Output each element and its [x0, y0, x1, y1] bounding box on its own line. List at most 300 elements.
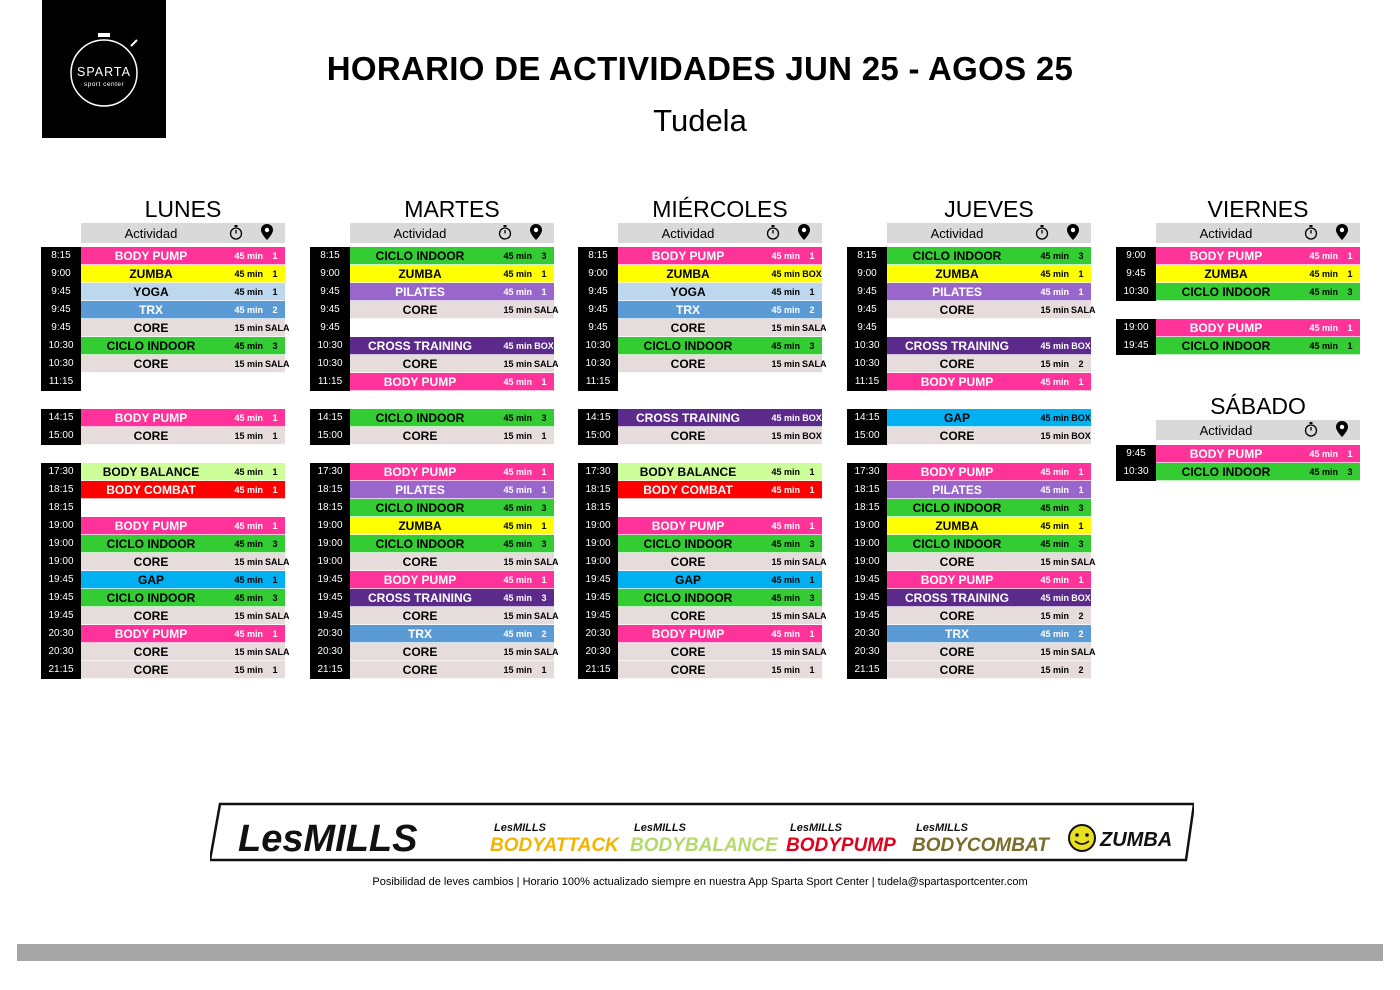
class-time: 18:15	[578, 499, 618, 517]
class-duration: 45 min	[490, 247, 534, 265]
schedule-row	[578, 607, 827, 625]
class-time: 20:30	[41, 643, 81, 661]
class-name: CICLO INDOOR	[350, 247, 490, 265]
class-time: 20:30	[310, 625, 350, 643]
location-pin-icon	[261, 224, 273, 243]
class-name: CICLO INDOOR	[1156, 337, 1296, 355]
class-name: BODY COMBAT	[618, 481, 758, 499]
schedule-row	[847, 625, 1091, 643]
class-duration: 45 min	[490, 625, 534, 643]
class-room: 3	[802, 535, 822, 553]
class-duration: 45 min	[221, 337, 265, 355]
class-name	[350, 319, 490, 337]
schedule-row	[310, 247, 554, 265]
class-name: CORE	[618, 553, 758, 571]
class-room: BOX	[1071, 589, 1091, 607]
class-time: 8:15	[310, 247, 350, 265]
class-room: 1	[802, 661, 822, 679]
class-duration: 45 min	[1296, 265, 1340, 283]
schedule-row	[847, 301, 1096, 319]
table-header	[1156, 223, 1360, 243]
schedule-row	[578, 481, 822, 499]
class-time: 9:45	[310, 301, 350, 319]
class-duration: 15 min	[758, 607, 802, 625]
class-time: 15:00	[847, 427, 887, 445]
class-duration	[221, 499, 265, 517]
schedule-row	[847, 463, 1091, 481]
class-name	[81, 499, 221, 517]
schedule-row	[310, 661, 554, 679]
schedule-row	[310, 553, 559, 571]
class-duration: 45 min	[1296, 463, 1340, 481]
page-subtitle: Tudela	[653, 103, 747, 138]
stopwatch-icon	[229, 225, 243, 243]
class-name: YOGA	[618, 283, 758, 301]
class-name: PILATES	[887, 481, 1027, 499]
class-name: CICLO INDOOR	[887, 535, 1027, 553]
class-room: SALA	[265, 607, 285, 625]
class-room: SALA	[534, 301, 554, 319]
class-room: 1	[265, 571, 285, 589]
class-name: TRX	[887, 625, 1027, 643]
svg-text:BODYCOMBAT: BODYCOMBAT	[912, 835, 1049, 856]
schedule-row	[310, 481, 554, 499]
class-name: GAP	[618, 571, 758, 589]
class-room: 1	[265, 283, 285, 301]
footer-note: Posibilidad de leves cambios | Horario 100% actualizado siempre en nuestra App Sparta Sport Center | tudela@spartasportcenter.com	[372, 876, 1028, 888]
schedule-row	[41, 265, 285, 283]
class-duration: 45 min	[221, 625, 265, 643]
class-time: 18:15	[310, 481, 350, 499]
class-duration: 45 min	[221, 535, 265, 553]
location-pin-icon	[798, 224, 810, 243]
row-divider	[350, 444, 554, 445]
activity-column-header: Actividad	[930, 226, 984, 241]
schedule-row	[41, 643, 290, 661]
class-name: BODY PUMP	[618, 517, 758, 535]
class-time: 19:45	[310, 589, 350, 607]
class-time: 18:15	[41, 481, 81, 499]
row-divider	[618, 390, 822, 391]
class-time: 9:45	[847, 319, 887, 337]
schedule-row	[578, 373, 822, 391]
schedule-row	[41, 661, 285, 679]
schedule-row	[578, 517, 822, 535]
class-room: 1	[1340, 265, 1360, 283]
class-time: 21:15	[578, 661, 618, 679]
schedule-row	[41, 373, 285, 391]
class-name: BODY PUMP	[887, 373, 1027, 391]
class-name: ZUMBA	[618, 265, 758, 283]
class-name: CORE	[350, 427, 490, 445]
class-duration: 45 min	[490, 283, 534, 301]
class-name: BODY PUMP	[1156, 319, 1296, 337]
day-heading-lunes: LUNES	[144, 196, 222, 222]
class-room: 1	[1340, 337, 1360, 355]
schedule-row	[578, 337, 822, 355]
class-time: 18:15	[847, 499, 887, 517]
schedule-row	[41, 427, 285, 445]
class-duration: 45 min	[758, 301, 802, 319]
activity-column-header: Actividad	[1199, 423, 1253, 438]
class-name: CORE	[887, 301, 1027, 319]
activity-column-header: Actividad	[393, 226, 447, 241]
class-time: 9:45	[847, 283, 887, 301]
class-time: 9:45	[1116, 265, 1156, 283]
schedule-row	[578, 589, 822, 607]
class-name: BODY PUMP	[81, 247, 221, 265]
class-name: CORE	[81, 643, 221, 661]
row-divider	[887, 444, 1091, 445]
class-room	[534, 319, 554, 337]
class-room: 3	[1071, 499, 1091, 517]
class-name: CORE	[618, 427, 758, 445]
class-name: ZUMBA	[1156, 265, 1296, 283]
schedule-row	[847, 553, 1096, 571]
class-room: SALA	[1071, 553, 1091, 571]
class-room	[1071, 319, 1091, 337]
schedule-row	[847, 373, 1091, 391]
location-pin-icon	[1336, 224, 1348, 243]
class-room: SALA	[265, 643, 285, 661]
row-divider	[618, 444, 822, 445]
svg-text:BODYPUMP: BODYPUMP	[786, 835, 896, 856]
class-duration: 15 min	[221, 355, 265, 373]
class-room: 1	[534, 571, 554, 589]
class-room: 2	[265, 301, 285, 319]
schedule-row	[41, 571, 285, 589]
class-name: CORE	[887, 355, 1027, 373]
class-room: 1	[534, 265, 554, 283]
class-duration: 15 min	[758, 427, 802, 445]
class-name: BODY PUMP	[81, 517, 221, 535]
class-duration: 45 min	[221, 589, 265, 607]
svg-text:BODYATTACK: BODYATTACK	[490, 835, 619, 856]
class-room: 3	[1071, 247, 1091, 265]
class-room: 3	[534, 535, 554, 553]
class-time: 9:45	[310, 283, 350, 301]
class-name: CORE	[350, 553, 490, 571]
class-name: CICLO INDOOR	[350, 535, 490, 553]
class-duration: 45 min	[221, 463, 265, 481]
class-name: BODY PUMP	[887, 571, 1027, 589]
class-duration: 15 min	[758, 553, 802, 571]
class-duration: 15 min	[490, 427, 534, 445]
class-duration: 45 min	[221, 409, 265, 427]
class-name: CORE	[618, 661, 758, 679]
class-time: 10:30	[578, 337, 618, 355]
class-time: 19:45	[41, 589, 81, 607]
class-time: 19:00	[1116, 319, 1156, 337]
schedule-row	[847, 607, 1091, 625]
class-duration: 45 min	[758, 625, 802, 643]
schedule-row	[41, 283, 285, 301]
schedule-row	[847, 319, 1091, 337]
stopwatch-icon	[498, 225, 512, 243]
schedule-row	[310, 463, 554, 481]
class-time: 8:15	[41, 247, 81, 265]
svg-text:LesMILLS: LesMILLS	[634, 822, 686, 834]
row-divider	[350, 678, 554, 679]
location-pin-icon	[1336, 421, 1348, 440]
class-time: 10:30	[578, 355, 618, 373]
class-room: BOX	[1071, 409, 1091, 427]
class-duration: 15 min	[1027, 301, 1071, 319]
schedule-row	[310, 337, 554, 355]
class-name: CICLO INDOOR	[618, 337, 758, 355]
class-time: 9:45	[1116, 445, 1156, 463]
class-name: CORE	[887, 661, 1027, 679]
class-room: SALA	[534, 607, 554, 625]
class-name: CICLO INDOOR	[1156, 283, 1296, 301]
class-room: 1	[802, 481, 822, 499]
class-room: 2	[1071, 355, 1091, 373]
class-time: 19:45	[578, 589, 618, 607]
class-duration: 15 min	[221, 427, 265, 445]
schedule-row	[847, 409, 1091, 427]
table-header	[350, 223, 554, 243]
schedule-row	[1116, 283, 1360, 301]
class-duration: 45 min	[490, 499, 534, 517]
stopwatch-icon	[1304, 225, 1318, 243]
class-time: 10:30	[310, 355, 350, 373]
class-duration: 45 min	[1296, 319, 1340, 337]
class-room: 1	[802, 517, 822, 535]
schedule-row	[847, 337, 1091, 355]
schedule-row	[310, 355, 559, 373]
class-name	[81, 373, 221, 391]
logo-brand: SPARTA	[77, 65, 131, 79]
class-time: 9:45	[310, 319, 350, 337]
schedule-row	[41, 589, 285, 607]
class-room: SALA	[802, 319, 822, 337]
class-duration: 45 min	[1027, 463, 1071, 481]
class-name: CICLO INDOOR	[887, 499, 1027, 517]
class-room: 1	[265, 427, 285, 445]
class-time: 14:15	[310, 409, 350, 427]
class-time: 19:00	[578, 517, 618, 535]
schedule-row	[1116, 319, 1360, 337]
lesmills-main-logo: LesMILLS	[238, 818, 418, 860]
class-room: 3	[534, 499, 554, 517]
class-room: BOX	[802, 265, 822, 283]
schedule-row	[1116, 247, 1360, 265]
svg-text:LesMILLS: LesMILLS	[790, 822, 842, 834]
class-room: SALA	[802, 607, 822, 625]
class-time: 19:00	[847, 517, 887, 535]
zumba-logo	[1069, 825, 1172, 851]
class-duration: 45 min	[758, 409, 802, 427]
class-time: 19:00	[310, 517, 350, 535]
class-name: BODY PUMP	[618, 625, 758, 643]
class-duration: 15 min	[758, 319, 802, 337]
class-room: 1	[265, 463, 285, 481]
class-name: CORE	[887, 553, 1027, 571]
class-room: 1	[265, 409, 285, 427]
stopwatch-icon	[766, 225, 780, 243]
class-name: TRX	[350, 625, 490, 643]
class-name: CICLO INDOOR	[350, 409, 490, 427]
class-duration: 45 min	[490, 535, 534, 553]
class-name: CORE	[887, 607, 1027, 625]
class-duration: 15 min	[1027, 643, 1071, 661]
class-time: 10:30	[310, 337, 350, 355]
class-room: 1	[265, 265, 285, 283]
class-duration: 45 min	[221, 265, 265, 283]
class-name: BODY PUMP	[1156, 445, 1296, 463]
row-divider	[618, 678, 822, 679]
class-room: 1	[534, 463, 554, 481]
class-duration: 45 min	[490, 337, 534, 355]
class-name: BODY COMBAT	[81, 481, 221, 499]
activity-column-header: Actividad	[661, 226, 715, 241]
class-room: 1	[265, 481, 285, 499]
class-time: 10:30	[1116, 283, 1156, 301]
class-room: 2	[1071, 625, 1091, 643]
class-room: 3	[534, 247, 554, 265]
class-time: 19:45	[310, 571, 350, 589]
class-room: 2	[534, 625, 554, 643]
brand-banner	[210, 802, 1194, 862]
class-name: ZUMBA	[887, 265, 1027, 283]
class-name: CORE	[81, 427, 221, 445]
class-name: CORE	[618, 607, 758, 625]
class-room: SALA	[1071, 301, 1091, 319]
class-room: 1	[802, 463, 822, 481]
class-duration: 45 min	[758, 265, 802, 283]
class-duration: 45 min	[758, 247, 802, 265]
schedule-row	[310, 427, 554, 445]
class-room: 3	[265, 337, 285, 355]
class-time: 19:00	[41, 517, 81, 535]
class-room: 3	[802, 337, 822, 355]
day-heading-miércoles: MIÉRCOLES	[652, 196, 788, 222]
class-duration: 15 min	[758, 661, 802, 679]
class-duration: 45 min	[758, 571, 802, 589]
class-duration: 45 min	[1027, 409, 1071, 427]
class-time: 17:30	[847, 463, 887, 481]
class-time: 19:00	[41, 535, 81, 553]
class-name: CORE	[350, 301, 490, 319]
class-duration	[490, 319, 534, 337]
class-duration: 15 min	[1027, 661, 1071, 679]
row-divider	[887, 678, 1091, 679]
class-room: 1	[1071, 283, 1091, 301]
schedule-row	[41, 463, 285, 481]
schedule-row	[310, 301, 559, 319]
class-duration: 45 min	[1027, 373, 1071, 391]
class-time: 9:45	[578, 283, 618, 301]
schedule-row	[847, 517, 1091, 535]
class-name: BODY BALANCE	[618, 463, 758, 481]
class-room: BOX	[534, 337, 554, 355]
schedule-row	[847, 355, 1091, 373]
class-duration: 45 min	[1027, 589, 1071, 607]
class-room: 1	[265, 661, 285, 679]
schedule-row	[41, 553, 290, 571]
class-time: 10:30	[847, 355, 887, 373]
class-duration: 15 min	[221, 643, 265, 661]
class-time: 9:00	[847, 265, 887, 283]
class-room: 1	[1340, 247, 1360, 265]
class-room: 3	[534, 409, 554, 427]
class-time: 19:00	[847, 535, 887, 553]
class-duration: 15 min	[758, 355, 802, 373]
class-duration: 45 min	[1027, 499, 1071, 517]
class-duration: 45 min	[490, 409, 534, 427]
class-duration: 45 min	[1027, 517, 1071, 535]
schedule-row	[578, 319, 827, 337]
class-room: 3	[265, 589, 285, 607]
class-name: BODY PUMP	[81, 409, 221, 427]
class-name: ZUMBA	[350, 517, 490, 535]
class-time: 19:45	[1116, 337, 1156, 355]
class-room: 1	[534, 517, 554, 535]
schedule-row	[310, 283, 554, 301]
class-name: CICLO INDOOR	[81, 535, 221, 553]
class-duration: 45 min	[1296, 283, 1340, 301]
class-duration: 45 min	[1027, 247, 1071, 265]
class-duration	[221, 373, 265, 391]
schedule-row	[41, 337, 285, 355]
schedule-row	[578, 409, 822, 427]
class-room: 3	[1071, 535, 1091, 553]
class-room: SALA	[534, 355, 554, 373]
class-name: CORE	[81, 661, 221, 679]
schedule-row	[578, 643, 827, 661]
class-time: 14:15	[41, 409, 81, 427]
class-name: CICLO INDOOR	[618, 535, 758, 553]
class-time: 14:15	[578, 409, 618, 427]
class-room: 2	[802, 301, 822, 319]
class-name: CORE	[350, 355, 490, 373]
svg-text:LesMILLS: LesMILLS	[494, 822, 546, 834]
schedule-row	[310, 535, 554, 553]
class-duration: 15 min	[221, 607, 265, 625]
class-room: BOX	[1071, 337, 1091, 355]
class-duration: 45 min	[221, 517, 265, 535]
class-duration: 45 min	[1027, 283, 1071, 301]
bottom-bar	[17, 944, 1383, 961]
class-name: BODY BALANCE	[81, 463, 221, 481]
schedule-row	[847, 499, 1091, 517]
class-name: TRX	[618, 301, 758, 319]
row-divider	[81, 444, 285, 445]
class-name: CROSS TRAINING	[887, 589, 1027, 607]
class-time: 9:00	[41, 265, 81, 283]
class-duration: 15 min	[490, 553, 534, 571]
schedule-row	[847, 571, 1091, 589]
class-time: 9:45	[41, 319, 81, 337]
class-duration: 45 min	[1027, 481, 1071, 499]
class-time: 20:30	[41, 625, 81, 643]
class-name: CICLO INDOOR	[887, 247, 1027, 265]
class-duration: 45 min	[758, 463, 802, 481]
schedule-row	[847, 247, 1091, 265]
location-pin-icon	[1067, 224, 1079, 243]
class-name: TRX	[81, 301, 221, 319]
schedule-row	[41, 535, 285, 553]
class-name: PILATES	[350, 283, 490, 301]
class-name: CICLO INDOOR	[1156, 463, 1296, 481]
class-time: 18:15	[41, 499, 81, 517]
class-name: CORE	[81, 355, 221, 373]
class-room: 1	[265, 517, 285, 535]
schedule-row	[41, 625, 285, 643]
row-divider	[1156, 354, 1360, 355]
class-name: CICLO INDOOR	[81, 337, 221, 355]
schedule-row	[310, 517, 554, 535]
